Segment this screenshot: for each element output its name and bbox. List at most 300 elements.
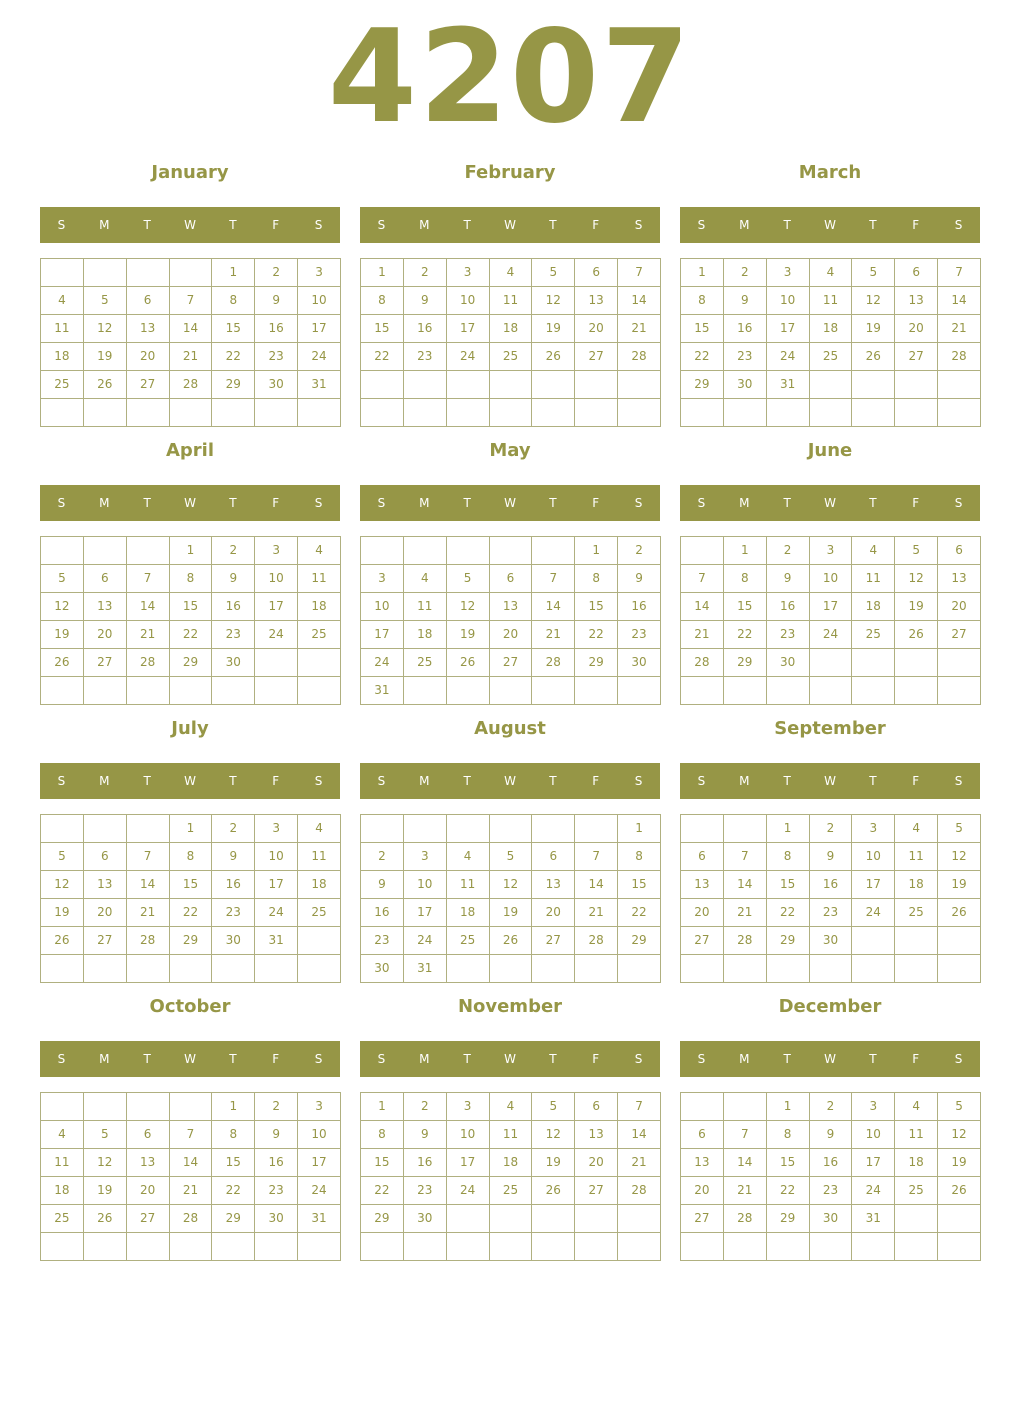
day-cell: 31 bbox=[766, 371, 809, 399]
day-cell: 25 bbox=[403, 649, 446, 677]
day-cell: 22 bbox=[361, 343, 404, 371]
day-cell: 1 bbox=[169, 537, 212, 565]
day-cell bbox=[852, 955, 895, 983]
day-cell: 11 bbox=[41, 1149, 84, 1177]
day-cell: 24 bbox=[255, 899, 298, 927]
week-row bbox=[681, 1149, 981, 1177]
day-cell: 17 bbox=[403, 899, 446, 927]
day-cell bbox=[255, 1233, 298, 1261]
day-cell: 8 bbox=[618, 843, 661, 871]
day-cell: 5 bbox=[938, 1093, 981, 1121]
day-cell: 16 bbox=[809, 871, 852, 899]
day-cell: 13 bbox=[83, 871, 126, 899]
day-cell: 29 bbox=[169, 927, 212, 955]
day-cell: 17 bbox=[298, 1149, 341, 1177]
day-cell: 9 bbox=[618, 565, 661, 593]
day-cell: 7 bbox=[618, 1093, 661, 1121]
week-row bbox=[361, 815, 661, 843]
week-row bbox=[361, 371, 661, 399]
week-row bbox=[681, 371, 981, 399]
day-cell: 11 bbox=[298, 565, 341, 593]
day-cell: 20 bbox=[83, 621, 126, 649]
day-cell: 5 bbox=[852, 259, 895, 287]
day-cell bbox=[169, 1093, 212, 1121]
day-cell: 12 bbox=[938, 1121, 981, 1149]
weekday-label: T bbox=[463, 496, 471, 510]
day-cell bbox=[298, 955, 341, 983]
day-cell: 3 bbox=[403, 843, 446, 871]
day-cell: 13 bbox=[126, 315, 169, 343]
week-row bbox=[361, 1205, 661, 1233]
day-cell: 12 bbox=[852, 287, 895, 315]
weekday-label: F bbox=[912, 774, 920, 788]
day-grid bbox=[680, 258, 981, 427]
weekday-label: W bbox=[504, 1052, 516, 1066]
day-cell: 7 bbox=[938, 259, 981, 287]
day-grid bbox=[360, 536, 661, 705]
day-cell: 29 bbox=[766, 1205, 809, 1233]
day-cell: 10 bbox=[852, 843, 895, 871]
week-row bbox=[41, 621, 341, 649]
week-row bbox=[681, 815, 981, 843]
day-cell bbox=[723, 677, 766, 705]
day-cell: 12 bbox=[41, 871, 84, 899]
day-cell bbox=[895, 399, 938, 427]
week-row bbox=[41, 1205, 341, 1233]
day-cell bbox=[83, 259, 126, 287]
day-cell: 4 bbox=[895, 1093, 938, 1121]
day-cell bbox=[361, 815, 404, 843]
day-cell: 2 bbox=[255, 259, 298, 287]
day-cell: 15 bbox=[618, 871, 661, 899]
day-cell bbox=[532, 537, 575, 565]
day-cell bbox=[938, 1205, 981, 1233]
day-grid bbox=[40, 258, 341, 427]
day-cell bbox=[169, 677, 212, 705]
day-cell: 16 bbox=[723, 315, 766, 343]
day-cell: 23 bbox=[766, 621, 809, 649]
day-cell: 28 bbox=[938, 343, 981, 371]
week-row bbox=[361, 399, 661, 427]
day-cell bbox=[169, 1233, 212, 1261]
day-grid bbox=[360, 258, 661, 427]
weekday-label: S bbox=[57, 218, 66, 232]
day-cell: 30 bbox=[255, 1205, 298, 1233]
day-cell: 5 bbox=[83, 1121, 126, 1149]
weekday-label: M bbox=[99, 774, 110, 788]
day-cell: 23 bbox=[255, 1177, 298, 1205]
day-cell: 23 bbox=[255, 343, 298, 371]
day-cell: 1 bbox=[361, 259, 404, 287]
weekday-label: M bbox=[739, 1052, 750, 1066]
day-cell bbox=[489, 371, 532, 399]
week-row bbox=[361, 843, 661, 871]
day-cell: 20 bbox=[938, 593, 981, 621]
day-cell bbox=[489, 955, 532, 983]
day-cell: 23 bbox=[212, 899, 255, 927]
month-name: January bbox=[151, 162, 229, 183]
week-row bbox=[361, 649, 661, 677]
day-cell: 22 bbox=[766, 1177, 809, 1205]
day-cell bbox=[938, 927, 981, 955]
weekday-label: T bbox=[783, 774, 791, 788]
day-cell: 12 bbox=[532, 1121, 575, 1149]
day-cell: 18 bbox=[41, 343, 84, 371]
week-row bbox=[681, 565, 981, 593]
day-cell bbox=[681, 399, 724, 427]
day-cell: 22 bbox=[681, 343, 724, 371]
day-cell: 14 bbox=[126, 871, 169, 899]
day-cell: 6 bbox=[681, 843, 724, 871]
day-cell bbox=[618, 677, 661, 705]
day-cell: 12 bbox=[83, 1149, 126, 1177]
weekday-label: W bbox=[824, 218, 836, 232]
day-cell: 31 bbox=[852, 1205, 895, 1233]
day-cell bbox=[489, 677, 532, 705]
day-cell: 3 bbox=[766, 259, 809, 287]
weekday-label: M bbox=[739, 774, 750, 788]
day-cell: 18 bbox=[298, 593, 341, 621]
day-cell: 19 bbox=[83, 343, 126, 371]
day-cell bbox=[126, 1093, 169, 1121]
day-cell: 23 bbox=[809, 1177, 852, 1205]
day-cell: 17 bbox=[361, 621, 404, 649]
day-cell bbox=[681, 1233, 724, 1261]
weekday-label: F bbox=[272, 1052, 280, 1066]
day-cell bbox=[809, 371, 852, 399]
week-row bbox=[41, 955, 341, 983]
day-cell: 29 bbox=[766, 927, 809, 955]
day-cell: 9 bbox=[255, 287, 298, 315]
weekday-label: S bbox=[314, 218, 323, 232]
day-grid bbox=[680, 536, 981, 705]
week-row bbox=[361, 259, 661, 287]
week-row bbox=[361, 677, 661, 705]
day-cell: 24 bbox=[361, 649, 404, 677]
day-cell: 10 bbox=[446, 1121, 489, 1149]
day-cell: 29 bbox=[618, 927, 661, 955]
day-cell bbox=[298, 1233, 341, 1261]
day-cell: 27 bbox=[126, 371, 169, 399]
day-cell: 12 bbox=[895, 565, 938, 593]
day-cell bbox=[212, 955, 255, 983]
day-cell: 30 bbox=[361, 955, 404, 983]
day-cell: 9 bbox=[403, 1121, 446, 1149]
day-cell: 9 bbox=[809, 1121, 852, 1149]
day-grid bbox=[680, 1092, 981, 1261]
day-cell: 24 bbox=[809, 621, 852, 649]
day-cell: 18 bbox=[403, 621, 446, 649]
day-cell: 7 bbox=[618, 259, 661, 287]
day-cell: 16 bbox=[403, 1149, 446, 1177]
weekday-label: M bbox=[419, 1052, 430, 1066]
day-cell: 11 bbox=[809, 287, 852, 315]
day-cell: 25 bbox=[489, 343, 532, 371]
day-cell: 4 bbox=[446, 843, 489, 871]
day-cell bbox=[489, 815, 532, 843]
weekday-label: M bbox=[99, 1052, 110, 1066]
week-row bbox=[681, 621, 981, 649]
day-cell: 26 bbox=[852, 343, 895, 371]
day-cell: 31 bbox=[361, 677, 404, 705]
weekday-label: M bbox=[99, 496, 110, 510]
month-name: June bbox=[807, 440, 853, 461]
week-row bbox=[681, 537, 981, 565]
day-cell bbox=[83, 815, 126, 843]
month-name: May bbox=[489, 440, 531, 461]
week-row bbox=[41, 899, 341, 927]
week-row bbox=[681, 899, 981, 927]
weekday-label: T bbox=[783, 1052, 791, 1066]
day-cell bbox=[723, 1093, 766, 1121]
day-cell: 29 bbox=[212, 371, 255, 399]
day-cell bbox=[809, 1233, 852, 1261]
day-cell bbox=[532, 1233, 575, 1261]
day-cell bbox=[298, 927, 341, 955]
weekday-label: T bbox=[549, 496, 557, 510]
day-cell: 1 bbox=[766, 1093, 809, 1121]
day-cell bbox=[766, 955, 809, 983]
day-cell: 8 bbox=[723, 565, 766, 593]
day-cell: 25 bbox=[298, 621, 341, 649]
day-cell: 7 bbox=[723, 843, 766, 871]
day-cell: 23 bbox=[361, 927, 404, 955]
day-cell bbox=[41, 399, 84, 427]
day-cell: 17 bbox=[446, 1149, 489, 1177]
day-cell: 8 bbox=[361, 1121, 404, 1149]
weekday-label: F bbox=[912, 496, 920, 510]
day-cell: 12 bbox=[83, 315, 126, 343]
day-cell: 15 bbox=[169, 593, 212, 621]
day-cell: 12 bbox=[489, 871, 532, 899]
weekday-label: S bbox=[57, 1052, 66, 1066]
day-cell bbox=[169, 955, 212, 983]
day-cell: 2 bbox=[255, 1093, 298, 1121]
weekday-label: F bbox=[592, 218, 600, 232]
day-cell: 25 bbox=[446, 927, 489, 955]
weekday-label: F bbox=[592, 774, 600, 788]
day-cell: 12 bbox=[938, 843, 981, 871]
day-cell: 25 bbox=[852, 621, 895, 649]
weekday-label: S bbox=[377, 774, 386, 788]
weekday-label: F bbox=[272, 496, 280, 510]
day-cell: 7 bbox=[169, 287, 212, 315]
day-cell: 25 bbox=[41, 371, 84, 399]
day-cell: 11 bbox=[41, 315, 84, 343]
day-cell: 17 bbox=[852, 1149, 895, 1177]
day-cell: 17 bbox=[298, 315, 341, 343]
day-cell: 9 bbox=[212, 843, 255, 871]
day-cell bbox=[298, 677, 341, 705]
day-cell: 16 bbox=[361, 899, 404, 927]
weekday-label: T bbox=[143, 774, 151, 788]
day-cell: 2 bbox=[809, 815, 852, 843]
day-cell: 10 bbox=[361, 593, 404, 621]
weekday-label: T bbox=[869, 774, 877, 788]
day-cell: 6 bbox=[575, 259, 618, 287]
month-name: July bbox=[171, 718, 209, 739]
day-cell: 27 bbox=[126, 1205, 169, 1233]
day-cell: 4 bbox=[489, 1093, 532, 1121]
day-cell bbox=[895, 955, 938, 983]
weekday-label: T bbox=[549, 1052, 557, 1066]
weekday-label: M bbox=[739, 218, 750, 232]
day-cell bbox=[575, 1233, 618, 1261]
week-row bbox=[41, 399, 341, 427]
day-cell: 2 bbox=[618, 537, 661, 565]
day-cell: 28 bbox=[618, 343, 661, 371]
day-cell bbox=[298, 399, 341, 427]
day-cell: 31 bbox=[403, 955, 446, 983]
day-cell bbox=[41, 259, 84, 287]
day-cell bbox=[403, 371, 446, 399]
day-cell bbox=[681, 955, 724, 983]
day-cell: 21 bbox=[681, 621, 724, 649]
day-cell: 22 bbox=[618, 899, 661, 927]
weekday-label: S bbox=[697, 1052, 706, 1066]
weekday-label: F bbox=[272, 774, 280, 788]
day-cell: 14 bbox=[618, 1121, 661, 1149]
day-cell: 15 bbox=[361, 315, 404, 343]
day-cell bbox=[723, 1233, 766, 1261]
week-row bbox=[41, 927, 341, 955]
day-cell bbox=[361, 1233, 404, 1261]
day-cell: 1 bbox=[361, 1093, 404, 1121]
day-cell: 22 bbox=[169, 621, 212, 649]
day-cell: 5 bbox=[41, 565, 84, 593]
day-cell: 28 bbox=[169, 1205, 212, 1233]
day-cell: 5 bbox=[532, 259, 575, 287]
week-row bbox=[681, 1177, 981, 1205]
day-cell bbox=[532, 371, 575, 399]
week-row bbox=[361, 955, 661, 983]
week-row bbox=[681, 955, 981, 983]
day-grid bbox=[40, 1092, 341, 1261]
day-cell: 13 bbox=[489, 593, 532, 621]
week-row bbox=[681, 1233, 981, 1261]
day-cell bbox=[809, 955, 852, 983]
day-cell: 4 bbox=[41, 287, 84, 315]
day-cell bbox=[41, 677, 84, 705]
weekday-label: T bbox=[463, 774, 471, 788]
day-cell: 10 bbox=[766, 287, 809, 315]
day-cell bbox=[83, 537, 126, 565]
weekday-label: S bbox=[634, 1052, 643, 1066]
day-cell bbox=[575, 955, 618, 983]
day-cell bbox=[895, 1233, 938, 1261]
week-row bbox=[41, 649, 341, 677]
day-cell: 15 bbox=[766, 871, 809, 899]
day-cell bbox=[809, 677, 852, 705]
week-row bbox=[361, 287, 661, 315]
day-cell bbox=[41, 815, 84, 843]
day-cell: 27 bbox=[83, 927, 126, 955]
day-cell: 5 bbox=[532, 1093, 575, 1121]
day-cell: 7 bbox=[126, 843, 169, 871]
week-row bbox=[681, 677, 981, 705]
day-cell: 10 bbox=[403, 871, 446, 899]
weekday-label: M bbox=[419, 774, 430, 788]
day-cell: 10 bbox=[298, 1121, 341, 1149]
day-cell: 15 bbox=[681, 315, 724, 343]
week-row bbox=[681, 593, 981, 621]
day-cell: 31 bbox=[255, 927, 298, 955]
day-cell: 26 bbox=[41, 649, 84, 677]
weekday-header bbox=[680, 485, 980, 521]
day-cell: 26 bbox=[83, 371, 126, 399]
day-cell: 4 bbox=[809, 259, 852, 287]
weekday-label: S bbox=[697, 218, 706, 232]
day-cell: 3 bbox=[446, 1093, 489, 1121]
day-cell: 27 bbox=[575, 343, 618, 371]
day-cell: 14 bbox=[126, 593, 169, 621]
day-cell: 18 bbox=[489, 1149, 532, 1177]
year-title: 4207 bbox=[327, 3, 693, 152]
weekday-label: W bbox=[184, 496, 196, 510]
day-cell bbox=[681, 1093, 724, 1121]
day-cell bbox=[575, 371, 618, 399]
day-cell: 14 bbox=[681, 593, 724, 621]
day-cell: 17 bbox=[446, 315, 489, 343]
day-cell: 25 bbox=[41, 1205, 84, 1233]
day-cell: 1 bbox=[169, 815, 212, 843]
day-cell bbox=[723, 399, 766, 427]
weekday-label: T bbox=[549, 218, 557, 232]
day-cell bbox=[681, 537, 724, 565]
day-cell: 13 bbox=[126, 1149, 169, 1177]
day-cell bbox=[618, 399, 661, 427]
day-cell bbox=[255, 955, 298, 983]
day-cell: 24 bbox=[255, 621, 298, 649]
day-cell bbox=[361, 537, 404, 565]
day-cell: 29 bbox=[575, 649, 618, 677]
day-cell bbox=[681, 815, 724, 843]
day-cell: 5 bbox=[446, 565, 489, 593]
day-cell: 21 bbox=[169, 343, 212, 371]
day-cell bbox=[532, 955, 575, 983]
day-cell: 19 bbox=[489, 899, 532, 927]
day-cell bbox=[446, 1205, 489, 1233]
day-cell bbox=[403, 537, 446, 565]
day-cell: 3 bbox=[852, 815, 895, 843]
day-cell: 19 bbox=[41, 621, 84, 649]
day-cell: 13 bbox=[681, 871, 724, 899]
day-cell bbox=[618, 1205, 661, 1233]
weekday-label: T bbox=[869, 496, 877, 510]
weekday-label: T bbox=[783, 218, 791, 232]
week-row bbox=[41, 1149, 341, 1177]
day-cell: 7 bbox=[723, 1121, 766, 1149]
day-cell: 27 bbox=[895, 343, 938, 371]
day-cell: 11 bbox=[895, 1121, 938, 1149]
day-cell: 23 bbox=[212, 621, 255, 649]
day-cell: 30 bbox=[212, 649, 255, 677]
day-cell: 24 bbox=[852, 1177, 895, 1205]
day-cell: 20 bbox=[895, 315, 938, 343]
day-cell: 21 bbox=[532, 621, 575, 649]
day-cell: 3 bbox=[809, 537, 852, 565]
day-cell: 19 bbox=[895, 593, 938, 621]
day-cell bbox=[446, 537, 489, 565]
day-cell: 14 bbox=[169, 315, 212, 343]
day-cell: 15 bbox=[723, 593, 766, 621]
day-cell: 21 bbox=[618, 1149, 661, 1177]
day-cell bbox=[852, 677, 895, 705]
day-cell: 8 bbox=[169, 565, 212, 593]
day-cell: 10 bbox=[852, 1121, 895, 1149]
week-row bbox=[681, 399, 981, 427]
day-cell: 5 bbox=[83, 287, 126, 315]
